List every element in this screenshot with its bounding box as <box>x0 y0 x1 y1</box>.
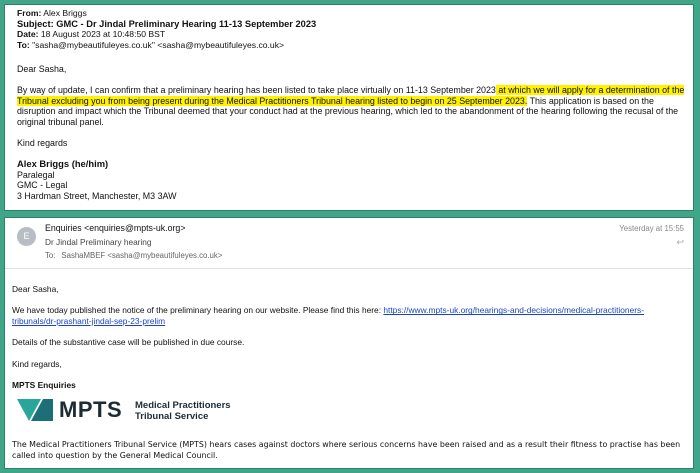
reply-arrow-icon[interactable]: ↩ <box>676 237 684 247</box>
body-paragraph <box>12 305 688 326</box>
subject-label: Subject: <box>17 18 54 29</box>
recipient[interactable]: SashaMBEF <sasha@mybeautifuleyes.co.uk> <box>61 251 223 260</box>
sender[interactable]: Enquiries <enquiries@mpts-uk.org> <box>45 223 186 233</box>
date-label: Date: <box>17 29 39 40</box>
email-body <box>17 64 687 202</box>
greeting: Dear Sasha, <box>17 64 67 74</box>
signoff: Kind regards <box>17 137 68 148</box>
body-paragraph <box>17 85 687 128</box>
highlighted-text: at which we will apply for a determination of the Tribunal excluding you from being present during the Medical Practitioners Tribunal hearing listed to begin on 25 September 2023. <box>17 84 685 106</box>
to-label: To: <box>17 39 30 50</box>
from-value[interactable]: Alex Briggs <box>43 8 87 18</box>
mpts-logo <box>17 399 257 423</box>
email-panel-gmc <box>4 4 694 211</box>
logo-tagline-line1: Medical Practitioners <box>135 400 231 411</box>
from-row <box>17 8 316 19</box>
subject-value: GMC - Dr Jindal Preliminary Hearing 11-13 September 2023 <box>56 18 317 29</box>
footer-disclaimer: The Medical Practitioners Tribunal Service (MPTS) hears cases against doctors where serious concerns have been raised and as a result their fitness to practise has been called into question by the General Medical Council. <box>12 440 681 460</box>
to-row <box>17 40 316 51</box>
details-paragraph: Details of the substantive case will be published in due course. <box>12 337 245 348</box>
header-divider <box>5 268 693 269</box>
subject: Dr Jindal Preliminary hearing <box>45 237 152 247</box>
signature-name: Alex Briggs (he/him) <box>17 157 109 169</box>
logo-tagline-line2: Tribunal Service <box>135 411 209 422</box>
paragraph-text: We have today published the notice of the preliminary hearing on our website. Please find this here: <box>12 305 384 316</box>
to-label: To: <box>45 251 56 260</box>
to-value[interactable]: "sasha@mybeautifuleyes.co.uk" <sasha@mybeautifuleyes.co.uk> <box>32 39 285 50</box>
greeting: Dear Sasha, <box>12 284 59 294</box>
recipient-row <box>45 251 222 260</box>
email-body <box>12 284 688 390</box>
signoff: Kind regards, <box>12 358 62 369</box>
logo-tagline <box>135 400 231 422</box>
email-panel-mpts <box>4 217 694 469</box>
logo-wordmark: MPTS <box>59 397 123 422</box>
signature-title: Paralegal <box>17 169 55 180</box>
signature-org: GMC - Legal <box>17 180 68 191</box>
date-row <box>17 29 316 40</box>
subject-row <box>17 19 316 30</box>
hearing-notice-link[interactable]: https://www.mpts-uk.org/hearings-and-decisions/medical-practitioners-tribunals/dr-prashant-jindal-sep-23-prelim <box>12 305 645 326</box>
from-label: From: <box>17 8 42 18</box>
date-value: 18 August 2023 at 10:48:50 BST <box>40 29 166 40</box>
timestamp: Yesterday at 15:55 <box>619 224 684 233</box>
mpts-logo-mark <box>17 399 53 421</box>
paragraph-text: By way of update, I can confirm that a preliminary hearing has been listed to take place virtually on 11-13 September 2023 <box>17 84 496 95</box>
signature: MPTS Enquiries <box>12 380 76 391</box>
paragraph-text-continued: This application is based on the disruption and impact which the Tribunal deemed that your conduct had at the previous hearing, which led to the abandonment of the hearing following the recusal of the original tribunal panel. <box>17 95 679 128</box>
avatar[interactable]: E <box>17 227 36 246</box>
email-header <box>17 8 316 50</box>
signature-address: 3 Hardman Street, Manchester, M3 3AW <box>17 191 177 202</box>
